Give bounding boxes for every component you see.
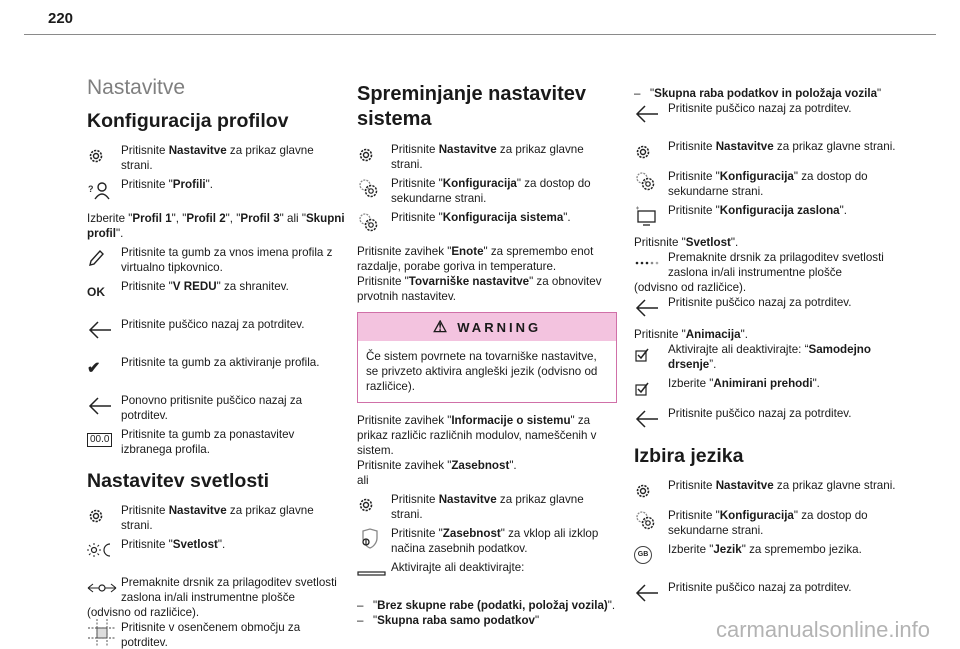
step-text: Pritisnite puščico nazaj za potrditev.	[668, 296, 852, 309]
step-row	[634, 139, 902, 165]
slider-icon	[87, 575, 121, 601]
column-1	[87, 76, 347, 649]
step-text: Pritisnite "Svetlost".	[121, 538, 226, 551]
step-text: Pritisnite Nastavitve za prikaz glavne strani.	[121, 504, 314, 532]
reset-icon: 00.0	[87, 427, 121, 453]
step-row	[634, 101, 902, 127]
check-icon: ✔	[87, 359, 101, 377]
paragraph: Pritisnite "Animacija".	[634, 328, 748, 341]
step-row	[357, 210, 617, 236]
step-text: Premaknite drsnik za prilagoditev svetlosti zaslona in/ali instrumentne plošče	[121, 576, 337, 604]
step-row	[634, 295, 902, 321]
step-row	[357, 176, 617, 206]
language-flag-icon: GB	[634, 542, 668, 568]
list-item: – "Skupna raba podatkov in položaja vozila"	[634, 87, 882, 100]
step-row	[87, 245, 347, 275]
section-heading-language: Izbira jezika	[634, 445, 744, 467]
step-text: Izberite "Jezik" za spremembo jezika.	[668, 543, 862, 556]
step-row	[634, 580, 902, 606]
header-rule	[24, 34, 936, 35]
ok-icon: OK	[87, 284, 105, 299]
profile-icon	[87, 177, 121, 203]
step-row	[87, 143, 347, 173]
page-number: 220	[48, 10, 74, 27]
back-arrow-icon	[634, 580, 668, 606]
shaded-area-icon	[87, 620, 121, 646]
screen-config-icon	[634, 203, 668, 229]
warning-title: WARNING	[457, 319, 542, 335]
step-text: Pritisnite "Konfiguracija" za dostop do sekundarne strani.	[668, 509, 868, 537]
step-text: Pritisnite Nastavitve za prikaz glavne strani.	[391, 493, 584, 521]
back-arrow-icon	[634, 406, 668, 432]
privacy-icon	[357, 526, 391, 552]
section-heading-system: Spreminjanje nastavitev sistema	[357, 83, 586, 130]
step-text: Pritisnite Nastavitve za prikaz glavne strani.	[121, 144, 314, 172]
paragraph: Izberite "Profil 1", "Profil 2", "Profil 3" ali "Skupni profil".	[87, 212, 345, 240]
step-row	[634, 406, 902, 432]
step-text-continued: (odvisno od različice).	[634, 281, 747, 294]
page-title: Nastavitve	[87, 76, 186, 99]
step-row	[87, 279, 347, 305]
back-arrow-icon	[634, 295, 668, 321]
step-text: Pritisnite puščico nazaj za potrditev.	[668, 581, 852, 594]
warning-text: Če sistem povrnete na tovarniške nastavitve, se privzeto aktivira angleški jezik (odvisno od različice).	[366, 350, 598, 393]
paragraph: Pritisnite zavihek "Enote" za spremembo enot razdalje, porabe goriva in temperature. Pritisnite "Tovarniške nastavitve" za obnovitev prvotnih nastavitev.	[357, 245, 602, 303]
column-2	[357, 80, 617, 628]
double-gear-icon	[357, 176, 391, 202]
step-text: Pritisnite "Konfiguracija" za dostop do sekundarne strani.	[391, 177, 591, 205]
step-row	[634, 478, 902, 504]
warning-box	[357, 312, 617, 403]
step-text: Pritisnite "Zasebnost" za vklop ali izklop načina zasebnih podatkov.	[391, 527, 599, 555]
gear-icon	[357, 142, 391, 168]
step-text: Pritisnite puščico nazaj za potrditev.	[668, 102, 852, 115]
step-row	[634, 542, 902, 568]
brightness-icon	[87, 537, 121, 563]
step-text: Pritisnite "V REDU" za shranitev.	[121, 280, 289, 293]
step-text: Pritisnite ta gumb za ponastavitev izbranega profila.	[121, 428, 295, 456]
pencil-icon	[87, 245, 121, 271]
checkbox-icon	[634, 342, 668, 368]
step-row	[87, 503, 347, 533]
gear-icon	[634, 478, 668, 504]
step-row	[634, 508, 902, 538]
step-text: Pritisnite "Profili".	[121, 178, 213, 191]
step-row	[87, 620, 347, 649]
step-row	[634, 250, 902, 280]
gear-icon	[357, 492, 391, 518]
step-text: Pritisnite Nastavitve za prikaz glavne strani.	[391, 143, 584, 171]
step-text: Pritisnite Nastavitve za prikaz glavne strani.	[668, 479, 896, 492]
step-text: Pritisnite v osenčenem območju za potrditev.	[121, 621, 301, 649]
step-row	[357, 492, 617, 522]
back-arrow-icon	[634, 101, 668, 127]
double-gear-icon	[357, 210, 391, 236]
step-text: Ponovno pritisnite puščico nazaj za potrditev.	[121, 394, 303, 422]
checkbox-icon	[634, 376, 668, 402]
step-text: Aktivirajte ali deaktivirajte: “Samodejno drsenje”.	[668, 343, 871, 371]
watermark: carmanualsonline.info	[715, 617, 930, 642]
step-text: Pritisnite "Konfiguracija zaslona".	[668, 204, 847, 217]
back-arrow-icon	[87, 393, 121, 419]
step-row	[87, 537, 347, 563]
step-row	[87, 317, 347, 343]
double-gear-icon	[634, 508, 668, 534]
step-row	[87, 575, 347, 605]
section-heading-lighting: Nastavitev svetlosti	[87, 470, 270, 492]
gear-icon	[87, 503, 121, 529]
back-arrow-icon	[87, 317, 121, 343]
step-text-continued: (odvisno od različice).	[87, 606, 200, 619]
step-row	[634, 342, 902, 372]
step-text: Pritisnite puščico nazaj za potrditev.	[668, 407, 852, 420]
toggle-icon	[357, 560, 391, 586]
step-text: Aktivirajte ali deaktivirajte:	[391, 561, 525, 574]
step-text: Pritisnite puščico nazaj za potrditev.	[121, 318, 305, 331]
step-text: Pritisnite Nastavitve za prikaz glavne strani.	[668, 140, 896, 153]
column-3	[634, 86, 902, 610]
gear-icon	[634, 139, 668, 165]
list-item: – "Brez skupne rabe (podatki, položaj vozila)".	[357, 599, 616, 612]
paragraph: Pritisnite "Svetlost".	[634, 236, 739, 249]
dots-slider-icon	[634, 250, 668, 276]
list-item: – "Skupna raba samo podatkov"	[357, 614, 540, 627]
double-gear-icon	[634, 169, 668, 195]
step-row	[87, 427, 347, 457]
step-row	[634, 169, 902, 199]
gear-icon	[87, 143, 121, 169]
step-text: Pritisnite "Konfiguracija sistema".	[391, 211, 571, 224]
paragraph: Pritisnite zavihek "Informacije o sistemu" za prikaz različic različnih modulov, nameščenih v sistem. Pritisnite zavihek "Zasebnost". ali	[357, 414, 597, 487]
step-row	[357, 526, 617, 556]
step-row	[87, 393, 347, 423]
step-text: Pritisnite ta gumb za aktiviranje profila.	[121, 356, 320, 369]
step-text: Pritisnite ta gumb za vnos imena profila z virtualno tipkovnico.	[121, 246, 333, 274]
step-text: Izberite "Animirani prehodi".	[668, 377, 820, 390]
step-text: Premaknite drsnik za prilagoditev svetlosti zaslona in/ali instrumentne plošče	[668, 251, 884, 279]
step-row	[87, 355, 347, 381]
step-text: Pritisnite "Konfiguracija" za dostop do sekundarne strani.	[668, 170, 868, 198]
step-row	[87, 177, 347, 203]
section-heading-profiles: Konfiguracija profilov	[87, 110, 289, 132]
step-row	[634, 203, 902, 229]
step-row	[357, 560, 617, 586]
step-row	[634, 376, 902, 402]
warning-triangle-icon: ⚠	[432, 318, 448, 336]
svg-text:?: ?	[88, 184, 94, 194]
step-row	[357, 142, 617, 172]
warning-header	[358, 313, 616, 341]
